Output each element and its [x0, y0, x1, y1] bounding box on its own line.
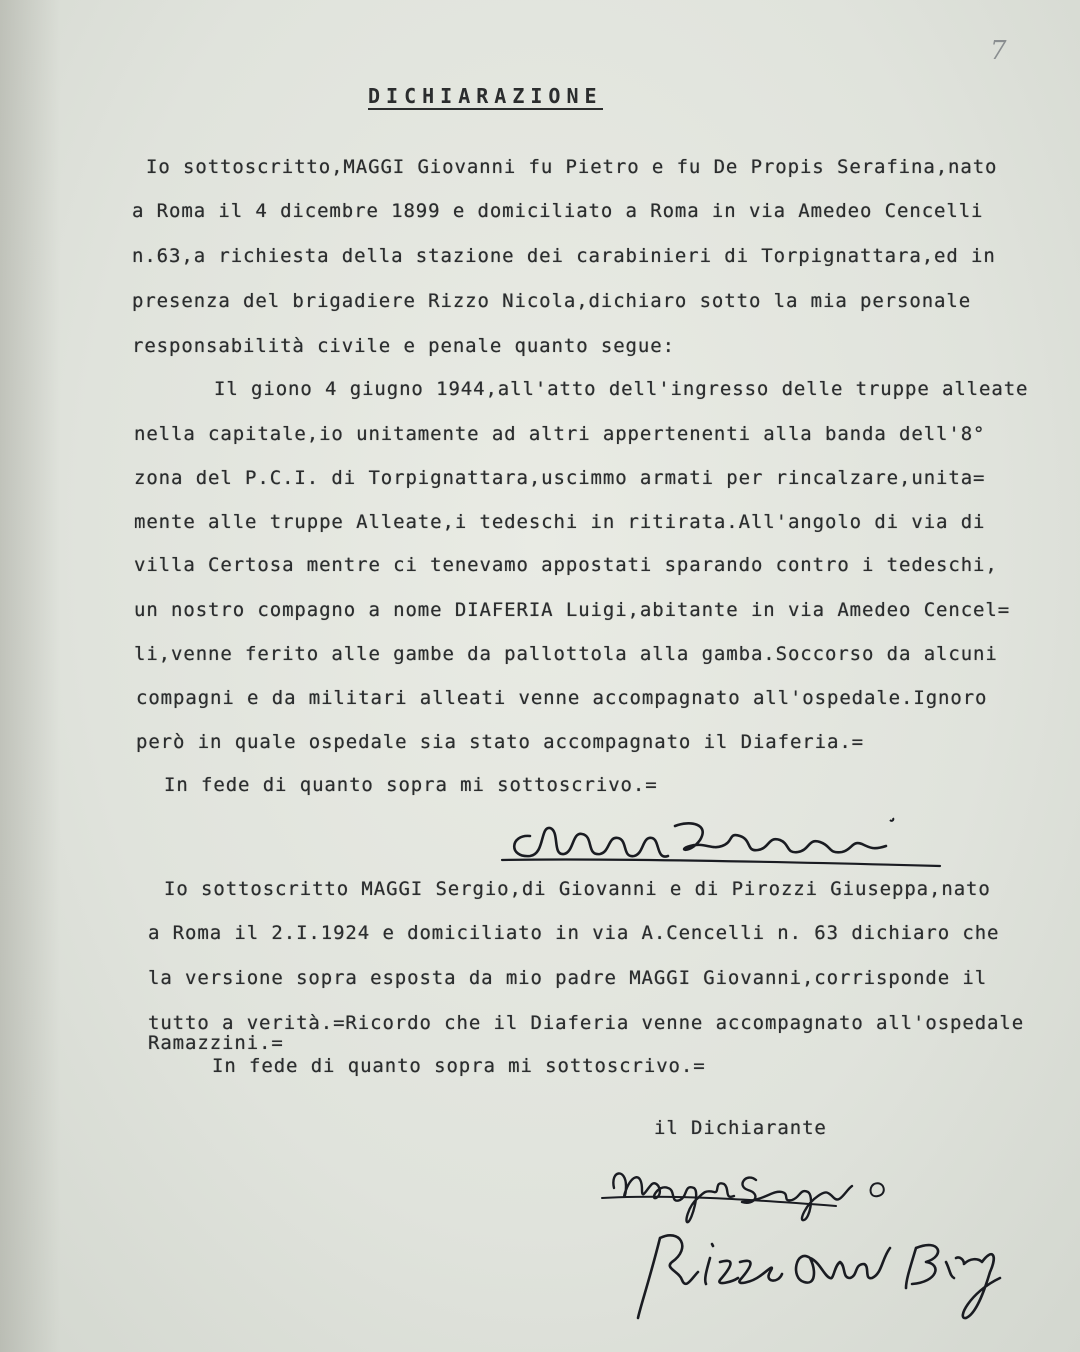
declaration-line: Io sottoscritto,MAGGI Giovanni fu Pietro e fu De Propis Serafina,nato: [146, 156, 998, 178]
signature-maggi-giovanni: [490, 806, 950, 876]
page-edge-shadow: [0, 0, 60, 1352]
declaration-line: In fede di quanto sopra mi sottoscrivo.=: [212, 1055, 706, 1077]
declarant-label: il Dichiarante: [654, 1117, 827, 1139]
declaration-line: responsabilità civile e penale quanto segue:: [132, 335, 675, 357]
declaration-line: compagni e da militari alleati venne accompagnato all'ospedale.Ignoro: [136, 687, 988, 709]
declaration-line: villa Certosa mentre ci tenevamo appostati sparando contro i tedeschi,: [134, 554, 998, 576]
declaration-line: la versione sopra esposta da mio padre MAGGI Giovanni,corrisponde il: [148, 967, 988, 989]
declaration-line: zona del P.C.I. di Torpignattara,uscimmo armati per rincalzare,unita=: [134, 467, 986, 489]
declaration-line: In fede di quanto sopra mi sottoscrivo.=: [164, 774, 658, 796]
declaration-line: a Roma il 4 dicembre 1899 e domiciliato a Roma in via Amedeo Cencelli: [132, 200, 984, 222]
declaration-line: Io sottoscritto MAGGI Sergio,di Giovanni e di Pirozzi Giuseppa,nato: [164, 878, 991, 900]
declaration-line: nella capitale,io unitamente ad altri appertenenti alla banda dell'8°: [134, 423, 986, 445]
declaration-line: Il giono 4 giugno 1944,all'atto dell'ingresso delle truppe alleate: [214, 378, 1029, 400]
declaration-line: tutto a verità.=Ricordo che il Diaferia venne accompagnato all'ospedale: [148, 1012, 1025, 1034]
declaration-line: però in quale ospedale sia stato accompagnato il Diaferia.=: [136, 731, 864, 753]
page-number: 7: [990, 36, 1007, 66]
declaration-line: Ramazzini.=: [148, 1032, 284, 1054]
declaration-line: mente alle truppe Alleate,i tedeschi in ritirata.All'angolo di via di: [134, 511, 986, 533]
signature-rizzo-nicola-brig: [620, 1218, 1020, 1338]
declaration-line: a Roma il 2.I.1924 e domiciliato in via A.Cencelli n. 63 dichiaro che: [148, 922, 1000, 944]
document-title: DICHIARAZIONE: [368, 84, 603, 108]
declaration-line: presenza del brigadiere Rizzo Nicola,dichiaro sotto la mia personale: [132, 290, 972, 312]
declaration-line: un nostro compagno a nome DIAFERIA Luigi,abitante in via Amedeo Cencel=: [134, 599, 1011, 621]
declaration-line: n.63,a richiesta della stazione dei carabinieri di Torpignattara,ed in: [132, 245, 996, 267]
declaration-line: li,venne ferito alle gambe da pallottola alla gamba.Soccorso da alcuni: [134, 643, 998, 665]
